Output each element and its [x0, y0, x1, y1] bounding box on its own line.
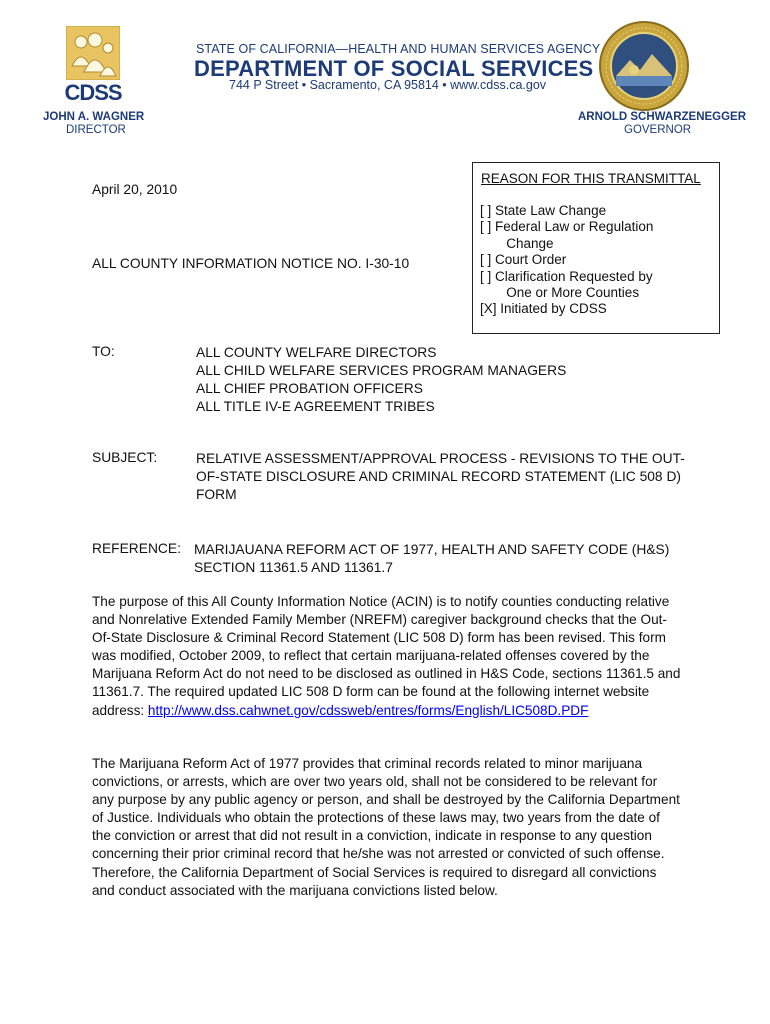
governor-title: GOVERNOR	[624, 124, 692, 136]
cdss-logo-icon	[66, 26, 120, 80]
cdss-logo-text: CDSS	[64, 80, 122, 105]
purpose-paragraph	[92, 593, 682, 720]
reform-act-paragraph: The Marijuana Reform Act of 1977 provides that criminal records related to minor marijuana convictions, or arrests, which are over two years old, shall not be considered to be relevant for any purpose by any public agency or person, and shall be destroyed by the California Department of Justice. Individuals who obtain the protections of these laws may, two years from the date of the conviction or arrest that did not result in a conviction, indicate in response to any question concerning their prior criminal record that he/she was not arrested or convicted of such offense. Therefore, the California Department of Social Services is required to disregard all convictions and conduct associated with the marijuana convictions listed below.	[92, 756, 680, 898]
recipient: ALL CHIEF PROBATION OFFICERS	[196, 381, 423, 396]
reason-item: [ ] State Law Change	[480, 203, 607, 218]
lic508d-form-link[interactable]: http://www.dss.cahwnet.gov/cdssweb/entres/forms/English/LIC508D.PDF	[147, 702, 589, 718]
subject-label: SUBJECT:	[92, 450, 158, 465]
recipient: ALL COUNTY WELFARE DIRECTORS	[196, 345, 437, 360]
notice-date: April 20, 2010	[92, 182, 178, 197]
reference-label: REFERENCE:	[92, 541, 181, 556]
reason-item: [ ] Court Order	[480, 252, 567, 268]
to-label: TO:	[92, 344, 115, 359]
purpose-paragraph-text: The purpose of this All County Information Notice (ACIN) is to notify counties conducting relative and Nonrelative Extended Family Member (NREFM) caregiver background checks that the Out-Of-State Disclosure & Criminal Record Statement (LIC 508 D) form has been revised. This form was modified, October 2009, to reflect that certain marijuana-related offenses covered by the Marijuana Reform Act do not need to be disclosed as outlined in H&S Code, sections 11361.5 and 11361.7. The required updated LIC 508 D form can be found at the following internet website address:	[92, 594, 681, 718]
reason-list	[480, 203, 653, 318]
recipient-list	[196, 344, 566, 416]
department-address: 744 P Street • Sacramento, CA 95814 • www.cdss.ca.gov	[229, 78, 547, 92]
reason-title: REASON FOR THIS TRANSMITTAL	[481, 171, 701, 186]
reference-text: MARIJAUANA REFORM ACT OF 1977, HEALTH AND SAFETY CODE (H&S) SECTION 11361.5 AND 11361.7	[194, 542, 670, 575]
director-name: JOHN A. WAGNER	[43, 111, 145, 123]
reason-item: Change	[480, 235, 554, 251]
reason-item: One or More Counties	[480, 285, 640, 301]
department-name: DEPARTMENT OF SOCIAL SERVICES	[194, 56, 594, 81]
director-title: DIRECTOR	[66, 124, 126, 136]
notice-number: ALL COUNTY INFORMATION NOTICE NO. I-30-10	[92, 256, 410, 271]
recipient: ALL TITLE IV-E AGREEMENT TRIBES	[196, 399, 435, 414]
reason-item: [ ] Clarification Requested by	[480, 268, 653, 284]
governor-name: ARNOLD SCHWARZENEGGER	[578, 111, 747, 123]
recipient: ALL CHILD WELFARE SERVICES PROGRAM MANAGERS	[196, 363, 567, 378]
reason-item: [X] Initiated by CDSS	[480, 301, 607, 317]
state-seal-icon	[598, 20, 690, 112]
reason-item: [ ] Federal Law or Regulation	[480, 219, 654, 235]
agency-name: STATE OF CALIFORNIA—HEALTH AND HUMAN SERVICES AGENCY	[196, 42, 601, 56]
subject-text: RELATIVE ASSESSMENT/APPROVAL PROCESS - REVISIONS TO THE OUT-OF-STATE DISCLOSURE AND CRIMINAL RECORD STATEMENT (LIC 508 D) FORM	[196, 451, 685, 502]
